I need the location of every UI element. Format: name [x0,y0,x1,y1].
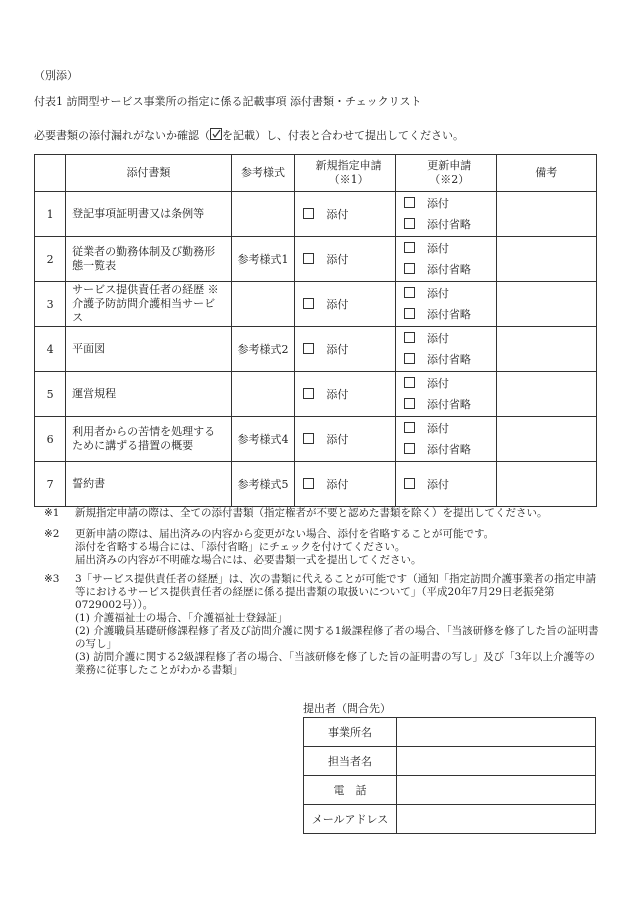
note2-line1: 更新申請の際は、届出済みの内容から変更がない場合、添付を省略することが可能です。 [75,528,495,540]
option-label: 添付 [426,478,449,491]
update-omit-checkbox[interactable] [404,443,415,454]
note3-line4: (3) 訪問介護に関する2級課程修了者の場合、「当該研修を修了した旨の証明書の写し」及び「3年以上介護等の業務に従事したことがわかる書類」 [75,651,595,676]
option-label: 添付 [426,377,449,390]
option-label: 添付 [426,242,449,255]
update-options [395,282,496,327]
new-attach-checkbox[interactable] [303,388,314,399]
table-row [35,192,597,237]
page-title: 付表1 訪問型サービス事業所の指定に係る記載事項 添付書類・チェックリスト [34,95,422,108]
row-no: 3 [35,282,66,327]
update-attach-checkbox[interactable] [404,287,415,298]
option-label: 添付省略 [426,308,471,321]
table-row [35,462,597,507]
new-attach-option [295,372,396,417]
update-options [395,237,496,282]
checklist-table [34,154,597,507]
table-row [35,372,597,417]
option-label: 添付 [326,253,349,266]
new-attach-checkbox[interactable] [303,253,314,264]
update-attach-checkbox[interactable] [404,332,415,343]
instruction-text [34,127,464,143]
note3-line1: 3「サービス提供責任者の経歴」は、次の書類に代えることが可能です（通知「指定訪問介護事業者の指定申請等におけるサービス提供責任者の経歴に係る提出書類の取扱いについて」（平成20年7月29日老振発第0729002号））。 [75,573,597,611]
header-update [395,155,496,192]
update-options [395,417,496,462]
row-ref: 参考様式2 [231,327,295,372]
row-doc: サービス提供責任者の経歴 ※介護予防訪問介護相当サービス [66,282,232,327]
option-label: 添付 [326,478,349,491]
option-label: 添付 [326,298,349,311]
new-attach-option [295,237,396,282]
update-omit-checkbox[interactable] [404,308,415,319]
option-label: 添付 [326,433,349,446]
option-label: 添付省略 [426,398,471,411]
row-doc: 登記事項証明書又は条例等 [66,192,232,237]
submitter-row [304,718,596,747]
new-attach-option [295,282,396,327]
new-attach-checkbox[interactable] [303,343,314,354]
header-new [295,155,396,192]
row-no: 7 [35,462,66,507]
note1-text: 新規指定申請の際は、全ての添付書類（指定権者が不要と認めた書類を除く）を提出してください。 [75,507,548,519]
option-label: 添付 [426,332,449,345]
note1-mark: ※1 [44,507,60,519]
row-no: 4 [35,327,66,372]
row-doc: 誓約書 [66,462,232,507]
table-header-row [35,155,597,192]
note2-line2: 添付を省略する場合には、「添付省略」にチェックを付けてください。 [75,541,406,553]
new-attach-checkbox[interactable] [303,298,314,309]
header-new-line1: 新規指定申請 [315,159,382,172]
header-update-line1: 更新申請 [427,159,472,172]
row-note-cell[interactable] [496,192,597,237]
instruction-pre: 必要書類の添付漏れがないか確認（ [34,129,210,142]
header-no [35,155,66,192]
checked-box-icon [210,128,222,140]
row-doc: 利用者からの苦情を処理するために講ずる措置の概要 [66,417,232,462]
attachment-label: （別添） [34,69,78,82]
office-name-input[interactable] [397,718,596,747]
row-note-cell[interactable] [496,237,597,282]
instruction-post: を記載）し、付表と合わせて提出してください。 [222,129,464,142]
row-no: 5 [35,372,66,417]
email-input[interactable] [397,805,596,834]
option-label: 添付 [326,388,349,401]
note2-body [75,528,600,567]
table-row [35,237,597,282]
option-label: 添付 [426,287,449,300]
update-omit-checkbox[interactable] [404,263,415,274]
note3-line3: (2) 介護職員基礎研修課程修了者及び訪問介護に関する1級課程修了者の場合、「当該研修を修了した旨の証明書の写し」 [75,625,599,650]
table-row [35,327,597,372]
update-options [395,372,496,417]
update-attach-checkbox[interactable] [404,197,415,208]
new-attach-option [295,462,396,507]
row-ref: 参考様式4 [231,417,295,462]
update-omit-checkbox[interactable] [404,398,415,409]
row-no: 2 [35,237,66,282]
row-doc: 平面図 [66,327,232,372]
option-label: 添付 [426,197,449,210]
phone-input[interactable] [397,776,596,805]
update-options [395,462,496,507]
row-ref: 参考様式1 [231,237,295,282]
note2-mark: ※2 [44,528,60,540]
note3-body [75,573,600,677]
new-attach-option [295,327,396,372]
header-doc: 添付書類 [66,155,232,192]
option-label: 添付 [326,343,349,356]
field-contact-person: 担当者名 [304,747,397,776]
row-doc: 従業者の勤務体制及び勤務形態一覧表 [66,237,232,282]
table-row [35,417,597,462]
note3-line2: (1) 介護福祉士の場合、「介護福祉士登録証」 [75,612,288,624]
update-omit-checkbox[interactable] [404,353,415,364]
row-note-cell[interactable] [496,282,597,327]
row-note-cell[interactable] [496,372,597,417]
new-attach-checkbox[interactable] [303,208,314,219]
new-attach-checkbox[interactable] [303,478,314,489]
row-note-cell[interactable] [496,327,597,372]
new-attach-checkbox[interactable] [303,433,314,444]
note3-mark: ※3 [44,573,60,585]
new-attach-option [295,417,396,462]
header-ref: 参考様式 [231,155,295,192]
option-label: 添付 [426,422,449,435]
update-omit-checkbox[interactable] [404,218,415,229]
option-label: 添付省略 [426,218,471,231]
new-attach-option [295,192,396,237]
row-ref: 参考様式5 [231,462,295,507]
note2-line3: 届出済みの内容が不明確な場合には、必要書類一式を提出してください。 [75,554,422,566]
option-label: 添付省略 [426,263,471,276]
option-label: 添付 [326,208,349,221]
header-new-line2: （※1） [328,173,369,186]
submitter-row [304,776,596,805]
row-note-cell[interactable] [496,417,597,462]
submitter-row [304,805,596,834]
option-label: 添付省略 [426,353,471,366]
field-office-name: 事業所名 [304,718,397,747]
update-attach-checkbox[interactable] [404,242,415,253]
submitter-row [304,747,596,776]
table-row [35,282,597,327]
field-email: メールアドレス [304,805,397,834]
update-options [395,192,496,237]
row-no: 6 [35,417,66,462]
update-options [395,327,496,372]
header-update-line2: （※2） [429,173,470,186]
row-doc: 運営規程 [66,372,232,417]
row-ref [231,282,295,327]
submitter-table [303,717,596,834]
row-ref [231,372,295,417]
submitter-heading: 提出者（問合先） [303,702,391,715]
row-note-cell[interactable] [496,462,597,507]
option-label: 添付省略 [426,443,471,456]
update-attach-checkbox[interactable] [404,422,415,433]
row-ref [231,192,295,237]
field-phone: 電 話 [304,776,397,805]
update-attach-checkbox[interactable] [404,478,415,489]
update-attach-checkbox[interactable] [404,377,415,388]
contact-person-input[interactable] [397,747,596,776]
header-note: 備考 [496,155,597,192]
row-no: 1 [35,192,66,237]
